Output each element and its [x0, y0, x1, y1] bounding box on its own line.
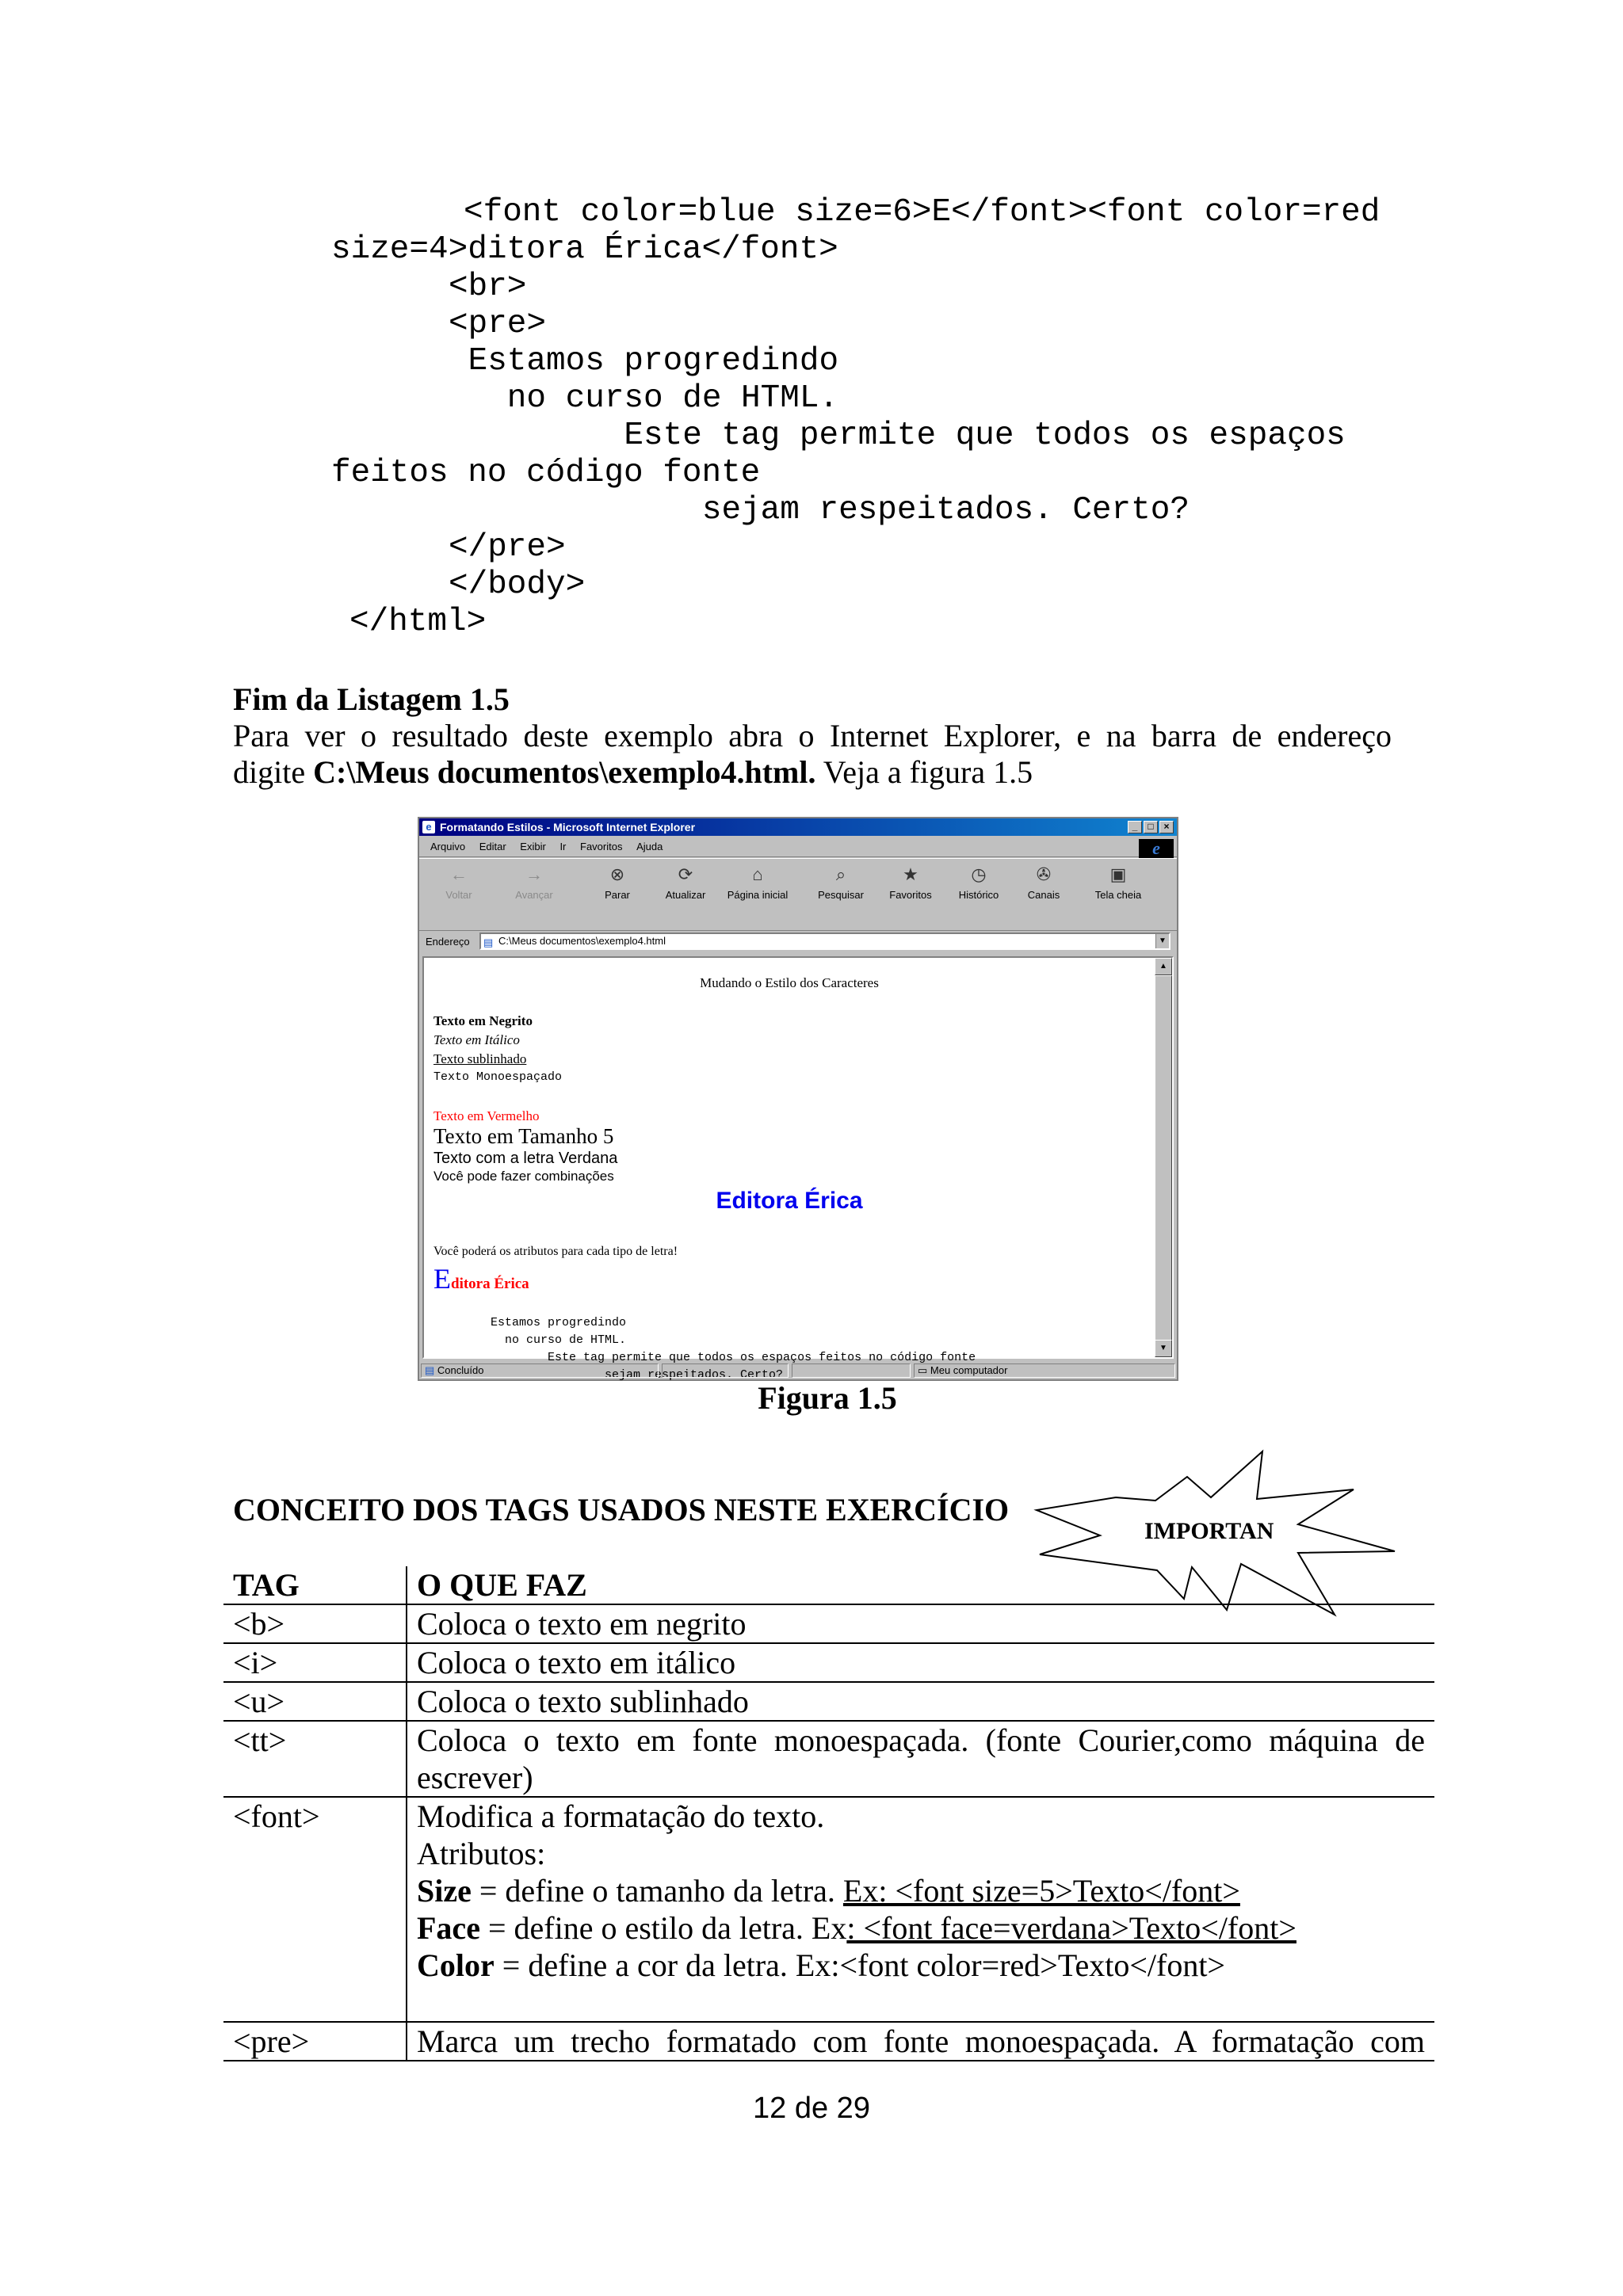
- page-number: 12 de 29: [753, 2092, 870, 2125]
- menu-bar: [419, 837, 1177, 857]
- favorites-icon: ★: [903, 864, 918, 884]
- forward-label: Avançar: [515, 889, 553, 901]
- status-right-text: Meu computador: [930, 1364, 1008, 1376]
- menu-favoritos[interactable]: Favoritos: [580, 841, 623, 852]
- color-key: Color: [417, 1947, 495, 1983]
- window-titlebar: [419, 818, 1177, 836]
- vertical-scrollbar[interactable]: [1155, 958, 1172, 1357]
- size-text: = define o tamanho da letra.: [471, 1873, 843, 1909]
- toolbar: [419, 858, 1177, 931]
- code-line: feitos no código fonte: [331, 455, 761, 491]
- stop-icon: ⊗: [609, 864, 625, 884]
- tag-cell: <i>: [223, 1643, 407, 1682]
- scroll-up-icon[interactable]: ▲: [1155, 958, 1172, 975]
- font-attributes-title: Atributos:: [417, 1836, 546, 1871]
- page-combo-text: Você pode fazer combinações: [433, 1169, 614, 1184]
- window-title: Formatando Estilos - Microsoft Internet Explorer: [440, 821, 696, 833]
- channels-label: Canais: [1027, 889, 1060, 901]
- table-row: [223, 1797, 1434, 2022]
- refresh-button[interactable]: [654, 864, 717, 901]
- home-icon: ⌂: [752, 864, 763, 884]
- description-cell: Coloca o texto em negrito: [407, 1604, 1434, 1643]
- code-line: sejam respeitados. Certo?: [449, 492, 1190, 528]
- address-bar: [419, 931, 1177, 953]
- search-label: Pesquisar: [818, 889, 864, 901]
- header-description: O QUE FAZ: [407, 1566, 1434, 1604]
- fullscreen-icon: ▣: [1109, 864, 1127, 884]
- code-line: Este tag permite que todos os espaços: [449, 418, 1346, 454]
- code-line: <br>: [449, 269, 527, 305]
- page-mono-text: Texto Monoespaçado: [433, 1070, 563, 1084]
- page-combo-line: [433, 1262, 529, 1295]
- menu-ajuda[interactable]: Ajuda: [636, 841, 663, 852]
- tag-cell: <font>: [223, 1797, 407, 2022]
- address-label: Endereço: [426, 936, 470, 948]
- ie-logo-icon: e: [1139, 839, 1174, 858]
- page-red-rest: ditora Érica: [451, 1276, 529, 1292]
- tags-table: [223, 1566, 1434, 2061]
- home-label: Página inicial: [727, 889, 789, 901]
- page-pre-line: no curso de HTML.: [491, 1333, 627, 1347]
- status-page-icon: ▤: [425, 1364, 437, 1376]
- instruction-line-2: [233, 754, 1033, 791]
- home-button[interactable]: [722, 864, 793, 901]
- menu-arquivo[interactable]: Arquivo: [430, 841, 466, 852]
- address-input[interactable]: [479, 933, 1170, 950]
- table-row: [223, 2022, 1434, 2061]
- browser-screenshot: [418, 817, 1178, 1381]
- font-description: Modifica a formatação do texto.: [417, 1798, 825, 1834]
- code-line: <pre>: [449, 306, 547, 342]
- size-example: Ex: <font size=5>Texto</font>: [842, 1873, 1240, 1909]
- page-blue-heading: Editora Érica: [716, 1188, 863, 1214]
- table-row: [223, 1643, 1434, 1682]
- chevron-down-icon[interactable]: ▼: [1155, 934, 1169, 948]
- code-line: <font color=blue size=6>E</font><font color=red: [464, 194, 1381, 231]
- table-row: [223, 1721, 1434, 1797]
- table-row: [223, 1682, 1434, 1721]
- code-line: size=4>ditora Érica</font>: [331, 231, 838, 268]
- minimize-icon[interactable]: _: [1128, 821, 1142, 833]
- important-badge: IMPORTAN: [1144, 1518, 1274, 1544]
- refresh-icon: ⟳: [678, 864, 693, 884]
- stop-label: Parar: [605, 889, 630, 901]
- status-cell: [792, 1363, 911, 1378]
- menu-ir[interactable]: Ir: [559, 841, 567, 852]
- back-button[interactable]: [427, 864, 491, 901]
- page-pre-line: sejam respeitados. Certo?: [491, 1368, 784, 1382]
- instruction-prefix: digite: [233, 754, 314, 790]
- status-bar: [419, 1362, 1177, 1379]
- history-button[interactable]: [947, 864, 1010, 901]
- close-icon[interactable]: ×: [1159, 821, 1174, 833]
- status-left-text: Concluído: [437, 1364, 484, 1376]
- instruction-suffix: Veja a figura 1.5: [815, 754, 1033, 790]
- tag-cell: <tt>: [223, 1721, 407, 1797]
- description-cell: Coloca o texto sublinhado: [407, 1682, 1434, 1721]
- computer-icon: ▭: [918, 1364, 930, 1376]
- page-underline-text: Texto sublinhado: [433, 1051, 527, 1066]
- description-cell: Coloca o texto em fonte monoespaçada. (fonte Courier,como máquina de escrever): [407, 1721, 1434, 1797]
- header-tag: TAG: [223, 1566, 407, 1604]
- font-color-attr: [417, 1947, 1425, 1984]
- ie-page-icon: e: [422, 821, 435, 833]
- favorites-button[interactable]: [879, 864, 942, 901]
- page-verdana-text: Texto com a letra Verdana: [433, 1150, 618, 1167]
- fullscreen-label: Tela cheia: [1094, 889, 1142, 901]
- fullscreen-button[interactable]: [1086, 864, 1150, 901]
- page-red-text: Texto em Vermelho: [433, 1108, 540, 1123]
- menu-editar[interactable]: Editar: [479, 841, 506, 852]
- back-icon: ←: [450, 864, 468, 884]
- status-right: [914, 1363, 1175, 1378]
- page-attrs-text: Você poderá os atributos para cada tipo de letra!: [433, 1245, 678, 1258]
- menu-exibir[interactable]: Exibir: [520, 841, 546, 852]
- search-icon: ⌕: [835, 864, 846, 884]
- description-cell: Marca um trecho formatado com fonte monoespaçada. A formatação com: [407, 2022, 1434, 2061]
- color-text: = define a cor da letra. Ex:<font color=red>Texto</font>: [494, 1947, 1225, 1983]
- code-line: </body>: [449, 566, 586, 603]
- page-pre-line: Estamos progredindo: [491, 1316, 627, 1329]
- table-row: [223, 1604, 1434, 1643]
- search-button[interactable]: [809, 864, 873, 901]
- back-label: Voltar: [445, 889, 472, 901]
- section-title: CONCEITO DOS TAGS USADOS NESTE EXERCÍCIO: [233, 1492, 1010, 1527]
- forward-icon: →: [525, 864, 543, 884]
- tag-cell: <pre>: [223, 2022, 407, 2061]
- history-icon: ◷: [971, 864, 987, 884]
- page-bold-text: Texto em Negrito: [433, 1013, 533, 1028]
- maximize-icon[interactable]: □: [1144, 821, 1158, 833]
- page-big-e: E: [433, 1263, 451, 1295]
- code-line: no curso de HTML.: [449, 380, 839, 417]
- face-key: Face: [417, 1910, 480, 1946]
- face-example: : <font face=verdana>Texto</font>: [846, 1910, 1296, 1946]
- page-italic-text: Texto em Itálico: [433, 1032, 520, 1047]
- channels-button[interactable]: [1012, 864, 1075, 901]
- font-face-attr: [417, 1909, 1425, 1947]
- code-line: Estamos progredindo: [449, 343, 839, 379]
- file-path: C:\Meus documentos\exemplo4.html.: [313, 754, 816, 790]
- tag-cell: <b>: [223, 1604, 407, 1643]
- address-value: C:\Meus documentos\exemplo4.html: [498, 935, 666, 947]
- page-size5-text: Texto em Tamanho 5: [433, 1124, 614, 1148]
- scroll-thumb[interactable]: [1155, 975, 1172, 1348]
- refresh-label: Atualizar: [665, 889, 706, 901]
- tag-cell: <u>: [223, 1682, 407, 1721]
- listing-end-label: Fim da Listagem 1.5: [233, 681, 510, 717]
- size-key: Size: [417, 1873, 472, 1909]
- code-line: </html>: [349, 604, 487, 640]
- page-pre-line: Este tag permite que todos os espaços feitos no código fonte: [491, 1351, 976, 1364]
- stop-button[interactable]: [586, 864, 649, 901]
- table-header-row: [223, 1566, 1434, 1604]
- description-cell: [407, 1797, 1434, 2022]
- page-heading: Mudando o Estilo dos Caracteres: [700, 975, 879, 990]
- status-left: [421, 1363, 659, 1378]
- figure-caption: Figura 1.5: [758, 1380, 897, 1416]
- instruction-line: Para ver o resultado deste exemplo abra o Internet Explorer, e na barra de endereço: [233, 718, 1392, 753]
- description-cell: Coloca o texto em itálico: [407, 1643, 1434, 1682]
- favorites-label: Favoritos: [889, 889, 932, 901]
- history-label: Histórico: [958, 889, 999, 901]
- channels-icon: ✇: [1036, 864, 1052, 884]
- scroll-down-icon[interactable]: ▼: [1155, 1340, 1172, 1357]
- forward-button[interactable]: [502, 864, 566, 901]
- font-size-attr: [417, 1872, 1425, 1909]
- code-line: </pre>: [449, 529, 566, 566]
- page-icon: ▤: [483, 936, 494, 948]
- face-text: = define o estilo da letra. Ex: [479, 1910, 847, 1946]
- status-cell: [662, 1363, 789, 1378]
